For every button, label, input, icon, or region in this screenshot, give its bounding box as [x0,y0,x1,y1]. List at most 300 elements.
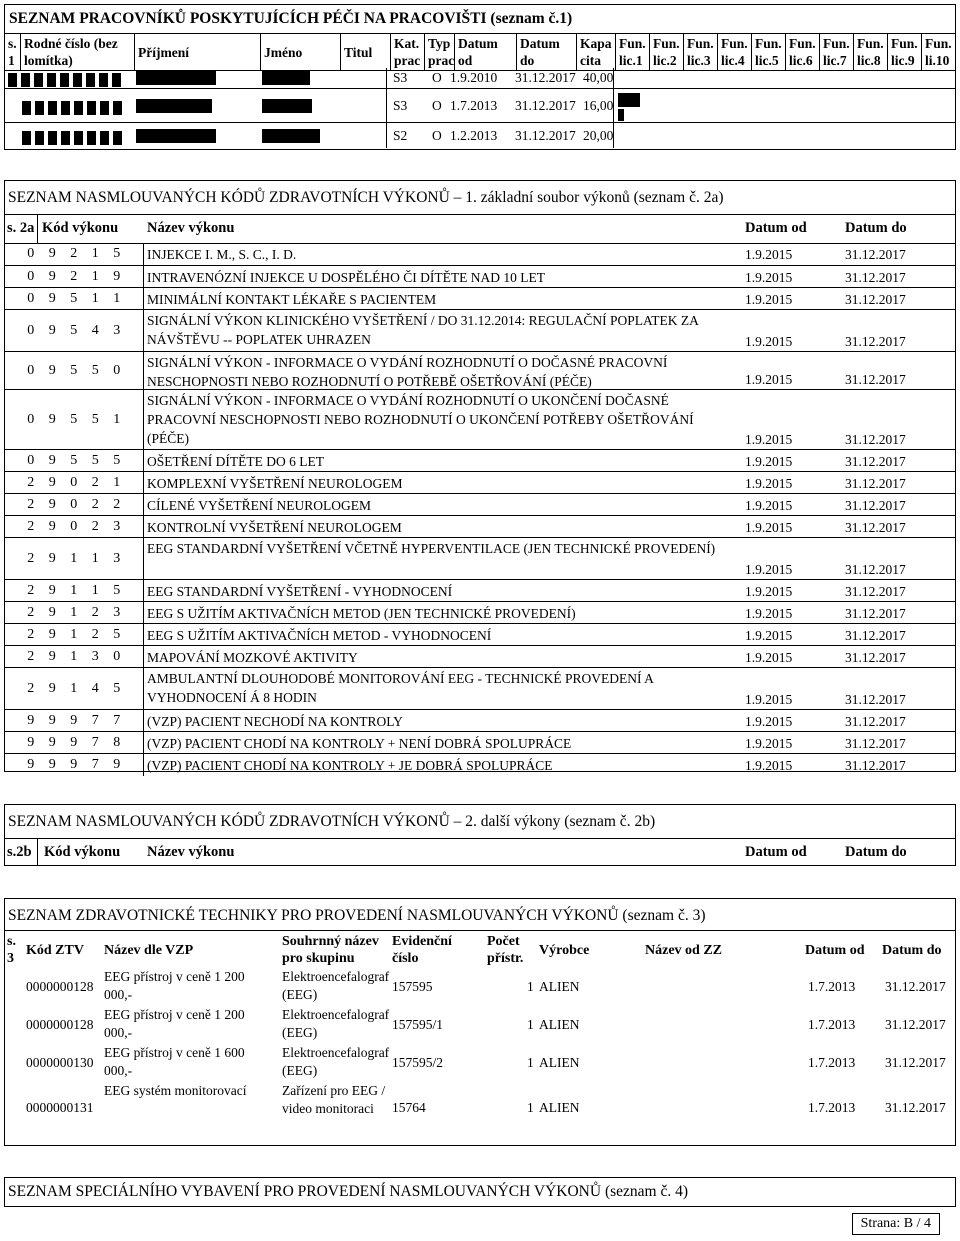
code-digit: 9 [48,362,56,378]
code-digit: 9 [48,550,56,566]
code-digit: 3 [113,322,121,338]
col-jmeno: Jméno [261,34,341,71]
procedure-code [20,475,128,491]
procedure-datum-do: 31.12.2017 [845,650,906,665]
procedure-name: EEG S UŽITÍM AKTIVAČNÍCH METOD (JEN TECHNICKÉ PROVEDENÍ) [147,606,576,621]
col-s: s. 2a [7,220,35,236]
procedure-code [20,735,128,751]
procedure-code [20,757,128,773]
procedure-name: KOMPLEXNÍ VYŠETŘENÍ NEUROLOGEM [147,476,403,491]
cell-kapacita: 16,00 [583,98,614,113]
code-digit: 2 [27,582,35,598]
procedure-name: MAPOVÁNÍ MOZKOVÉ AKTIVITY [147,650,358,665]
cell-typ: O [432,128,442,143]
equipment-souhrnny-nazev: Elektroencefalograf (EEG) [282,1045,390,1078]
equipment-pocet: 1 [527,1055,534,1070]
divider [143,602,144,624]
procedure-code [20,583,128,599]
code-digit: 9 [48,648,56,664]
divider [143,352,144,390]
procedure-row [4,471,956,494]
staff-table [4,33,956,71]
code-digit: 2 [91,474,99,490]
procedure-datum-do: 31.12.2017 [845,562,906,577]
code-digit: 9 [27,756,35,772]
code-digit: 0 [27,452,35,468]
col-fun-10: Fun. li.10 [922,34,956,71]
code-digit: 1 [91,550,99,566]
code-digit: 5 [70,362,78,378]
divider [143,494,144,516]
procedure-name: INTRAVENÓZNÍ INJEKCE U DOSPĚLÉHO ČI DÍTĚTE NAD 10 LET [147,270,545,285]
procedure-name: OŠETŘENÍ DÍTĚTE DO 6 LET [147,454,324,469]
procedure-datum-do: 31.12.2017 [845,584,906,599]
col-nazev: Název výkonu [147,844,235,860]
equipment-nazev-vzp: EEG přístroj v ceně 1 200 000,- [104,969,245,1002]
equipment-kod-ztv: 0000000130 [26,1055,94,1070]
procedure-datum-od: 1.9.2015 [745,650,793,665]
code-digit: 5 [91,362,99,378]
procedure-code [20,649,128,665]
procedure-datum-od: 1.9.2015 [745,736,793,751]
staff-row [4,122,956,149]
equipment-datum-od: 1.7.2013 [808,1017,856,1032]
equipment-kod-ztv: 0000000128 [26,979,94,994]
code-digit: 0 [70,496,78,512]
divider [143,754,144,776]
code-digit: 9 [48,411,56,427]
col-datum-od: Datum od [805,943,865,958]
equipment-evidencni-cislo: 157595/1 [392,1017,444,1032]
code-digit: 0 [113,648,121,664]
divider [143,710,144,732]
code-digit: 1 [70,626,78,642]
code-digit: 9 [27,712,35,728]
code-digit: 9 [48,268,56,284]
procedure-row [4,537,956,580]
procedure-datum-od: 1.9.2015 [745,584,793,599]
code-digit: 5 [70,411,78,427]
code-digit: 5 [113,680,121,696]
equipment-souhrnny-nazev: Elektroencefalograf (EEG) [282,969,390,1002]
procedure-name: KONTROLNÍ VYŠETŘENÍ NEUROLOGEM [147,520,402,535]
code-digit: 8 [113,734,121,750]
code-digit: 1 [70,550,78,566]
redacted-mark [618,93,640,107]
code-digit: 2 [27,496,35,512]
redacted-rodne-cislo [22,129,126,145]
code-digit: 9 [48,245,56,261]
procedure-row [4,667,956,710]
code-digit: 0 [27,268,35,284]
equipment-vyrobce: ALIEN [539,1100,580,1115]
procedure-name: MINIMÁLNÍ KONTAKT LÉKAŘE S PACIENTEM [147,292,437,307]
divider [37,838,38,866]
divider [386,68,387,148]
divider [613,68,614,148]
equipment-kod-ztv: 0000000128 [26,1017,94,1032]
procedure-datum-od: 1.9.2015 [745,476,793,491]
procedure-row [4,753,956,776]
equipment-row [4,1006,956,1044]
procedure-datum-do: 31.12.2017 [845,628,906,643]
code-digit: 7 [91,712,99,728]
code-digit: 3 [113,550,121,566]
section-1-title: SEZNAM PRACOVNÍKŮ POSKYTUJÍCÍCH PÉČI NA PRACOVIŠTI (seznam č.1) [9,10,573,27]
procedure-datum-do: 31.12.2017 [845,498,906,513]
procedure-datum-od: 1.9.2015 [745,498,793,513]
code-digit: 9 [48,518,56,534]
section-4-title: SEZNAM SPECIÁLNÍHO VYBAVENÍ PRO PROVEDENÍ NASMLOUVANÝCH VÝKONŮ (seznam č. 4) [8,1183,688,1200]
procedure-name: INJEKCE I. M., S. C., I. D. [147,247,297,262]
procedure-datum-od: 1.9.2015 [745,372,793,387]
code-digit: 7 [113,712,121,728]
divider [143,310,144,352]
col-s: s. 3 [7,934,16,966]
cell-do: 31.12.2017 [515,98,576,113]
procedure-datum-od: 1.9.2015 [745,692,793,707]
code-digit: 1 [70,582,78,598]
procedure-code [20,291,128,307]
procedure-row [4,515,956,538]
code-digit: 2 [70,268,78,284]
divider [143,390,144,450]
procedure-datum-od: 1.9.2015 [745,714,793,729]
cell-od: 1.2.2013 [450,128,498,143]
divider [143,243,144,265]
cell-kapacita: 20,00 [583,128,614,143]
equipment-datum-od: 1.7.2013 [808,1055,856,1070]
divider [143,580,144,602]
section-2b-header [4,838,956,866]
code-digit: 1 [91,245,99,261]
code-digit: 7 [91,734,99,750]
redacted-prijmeni [136,71,216,85]
page-number: Strana: B / 4 [852,1213,940,1235]
code-digit: 5 [70,452,78,468]
code-digit: 9 [48,712,56,728]
equipment-kod-ztv: 0000000131 [26,1100,94,1115]
code-digit: 2 [27,474,35,490]
divider [143,450,144,472]
redacted-jmeno [262,129,320,143]
procedure-row [4,449,956,472]
col-nazev-zz: Název od ZZ [645,943,722,958]
code-digit: 9 [48,756,56,772]
section-2b-title: SEZNAM NASMLOUVANÝCH KÓDŮ ZDRAVOTNÍCH VÝKONŮ – 2. další výkony (seznam č. 2b) [8,813,656,830]
procedure-row [4,287,956,310]
code-digit: 1 [113,474,121,490]
procedure-datum-od: 1.9.2015 [745,432,793,447]
col-datum-od: Datum od [745,844,807,860]
code-digit: 0 [27,362,35,378]
code-digit: 9 [27,734,35,750]
section-2a-title: SEZNAM NASMLOUVANÝCH KÓDŮ ZDRAVOTNÍCH VÝKONŮ – 1. základní soubor výkonů (seznam č. 2a) [8,189,724,206]
col-fun-3: Fun. lic.3 [684,34,718,71]
code-digit: 1 [91,582,99,598]
code-digit: 9 [113,268,121,284]
code-digit: 9 [113,756,121,772]
col-datum-do: Datum do [845,844,907,860]
col-nazev: Název výkonu [147,220,235,236]
col-kat: Kat. prac [391,34,425,71]
cell-od: 1.9.2010 [450,70,498,85]
code-digit: 2 [91,626,99,642]
procedure-datum-od: 1.9.2015 [745,606,793,621]
code-digit: 0 [27,411,35,427]
code-digit: 1 [113,290,121,306]
col-pocet: Počet přístr. [487,934,524,966]
divider [143,472,144,494]
procedure-code [20,627,128,643]
procedure-datum-do: 31.12.2017 [845,454,906,469]
procedure-code [20,453,128,469]
procedure-row [4,601,956,624]
procedure-code [20,323,128,339]
col-datum-od: Datum od [455,34,517,71]
code-digit: 9 [48,680,56,696]
col-fun-2: Fun. lic.2 [650,34,684,71]
procedure-datum-od: 1.9.2015 [745,247,793,262]
equipment-datum-do: 31.12.2017 [885,1055,946,1070]
equipment-souhrnny-nazev: Elektroencefalograf (EEG) [282,1007,390,1040]
procedure-row [4,493,956,516]
equipment-evidencni-cislo: 15764 [392,1100,426,1115]
col-fun-6: Fun. lic.6 [786,34,820,71]
cell-od: 1.7.2013 [450,98,498,113]
equipment-pocet: 1 [527,1017,534,1032]
procedure-row [4,645,956,668]
procedure-name: EEG STANDARDNÍ VYŠETŘENÍ VČETNĚ HYPERVENTILACE (JEN TECHNICKÉ PROVEDENÍ) [147,541,716,556]
code-digit: 3 [113,518,121,534]
equipment-nazev-vzp: EEG přístroj v ceně 1 600 000,- [104,1045,245,1078]
code-digit: 7 [91,756,99,772]
equipment-datum-od: 1.7.2013 [808,1100,856,1115]
divider [143,732,144,754]
code-digit: 2 [91,518,99,534]
section-3-header [4,930,956,969]
col-rodne-cislo: Rodné číslo (bez lomítka) [21,34,135,71]
code-digit: 9 [48,496,56,512]
col-nazev-vzp: Název dle VZP [104,943,194,958]
col-kod: Kód výkonu [44,844,121,860]
equipment-vyrobce: ALIEN [539,979,580,994]
code-digit: 2 [113,496,121,512]
col-datum-do: Datum do [845,220,907,236]
code-digit: 5 [113,452,121,468]
col-s: s.2b [7,844,32,860]
col-fun-8: Fun. lic.8 [854,34,888,71]
procedure-datum-od: 1.9.2015 [745,758,793,773]
code-digit: 5 [113,245,121,261]
procedure-code [20,246,128,262]
code-digit: 5 [70,322,78,338]
procedure-datum-do: 31.12.2017 [845,714,906,729]
code-digit: 0 [70,518,78,534]
code-digit: 9 [70,756,78,772]
code-digit: 2 [27,604,35,620]
equipment-datum-do: 31.12.2017 [885,979,946,994]
procedure-datum-od: 1.9.2015 [745,292,793,307]
code-digit: 5 [113,582,121,598]
code-digit: 0 [27,245,35,261]
procedure-row [4,309,956,352]
procedure-name: SIGNÁLNÍ VÝKON - INFORMACE O VYDÁNÍ ROZHODNUTÍ O UKONČENÍ DOČASNÉ PRACOVNÍ NESCHOPNOSTI NEBO ROZHODNUTÍ O UKONČENÍ POTŘEBY OŠETŘOVÁNÍ (PÉČE) [147,393,694,446]
procedure-name: EEG S UŽITÍM AKTIVAČNÍCH METOD - VYHODNOCENÍ [147,628,492,643]
equipment-datum-do: 31.12.2017 [885,1017,946,1032]
divider [143,538,144,580]
code-digit: 2 [91,604,99,620]
section-2a-header [4,214,956,244]
col-kod: Kód výkonu [42,220,119,236]
code-digit: 5 [91,452,99,468]
col-kapacita: Kapa cita [577,34,616,71]
code-digit: 0 [27,322,35,338]
procedure-code [20,551,128,567]
procedure-datum-do: 31.12.2017 [845,692,906,707]
procedure-name: (VZP) PACIENT NECHODÍ NA KONTROLY [147,714,403,729]
procedure-datum-do: 31.12.2017 [845,606,906,621]
col-prijmeni: Příjmení [135,34,261,71]
procedure-datum-do: 31.12.2017 [845,476,906,491]
col-vyrobce: Výrobce [539,943,590,958]
procedure-code [20,713,128,729]
equipment-datum-od: 1.7.2013 [808,979,856,994]
divider [143,516,144,538]
procedure-row [4,731,956,754]
code-digit: 9 [48,452,56,468]
code-digit: 5 [70,290,78,306]
code-digit: 4 [91,680,99,696]
col-kod-ztv: Kód ZTV [26,943,84,958]
procedure-row [4,389,956,450]
procedure-name: SIGNÁLNÍ VÝKON KLINICKÉHO VYŠETŘENÍ / DO 31.12.2014: REGULAČNÍ POPLATEK ZA NÁVŠTĚVU -- POPLATEK UHRAZEN [147,313,699,347]
code-digit: 9 [48,734,56,750]
redacted-prijmeni [136,129,216,143]
code-digit: 1 [70,680,78,696]
redacted-jmeno [262,71,310,85]
code-digit: 0 [113,362,121,378]
procedure-row [4,243,956,265]
redacted-rodne-cislo [8,71,125,87]
col-datum-do: Datum do [882,943,942,958]
divider [143,266,144,288]
col-datum-do: Datum do [517,34,577,71]
equipment-nazev-vzp: EEG přístroj v ceně 1 200 000,- [104,1007,245,1040]
code-digit: 2 [27,680,35,696]
code-digit: 9 [48,582,56,598]
code-digit: 1 [70,604,78,620]
procedure-datum-od: 1.9.2015 [745,454,793,469]
code-digit: 9 [48,290,56,306]
code-digit: 9 [70,734,78,750]
procedure-code [20,681,128,697]
col-evidencni-cislo: Evidenční číslo [392,934,452,966]
cell-kat: S2 [393,128,408,143]
procedure-code [20,363,128,379]
code-digit: 4 [91,322,99,338]
cell-typ: O [432,70,442,85]
equipment-souhrnny-nazev: Zařízení pro EEG / video monitoraci [282,1083,386,1116]
code-digit: 2 [27,550,35,566]
col-fun-5: Fun. lic.5 [752,34,786,71]
redacted-mark [618,109,624,121]
staff-row [4,68,956,88]
col-titul: Titul [341,34,391,71]
code-digit: 9 [48,322,56,338]
code-digit: 9 [70,712,78,728]
code-digit: 9 [48,474,56,490]
procedure-datum-od: 1.9.2015 [745,562,793,577]
procedure-datum-od: 1.9.2015 [745,520,793,535]
col-fun-9: Fun. lic.9 [888,34,922,71]
procedure-name: SIGNÁLNÍ VÝKON - INFORMACE O VYDÁNÍ ROZHODNUTÍ O DOČASNÉ PRACOVNÍ NESCHOPNOSTI NEBO ROZHODNUTÍ O POTŘEBĚ OŠETŘOVÁNÍ (PÉČE) [147,355,668,389]
code-digit: 1 [70,648,78,664]
procedure-row [4,265,956,288]
procedure-datum-do: 31.12.2017 [845,247,906,262]
code-digit: 1 [91,290,99,306]
redacted-rodne-cislo [22,99,126,115]
procedure-name: EEG STANDARDNÍ VYŠETŘENÍ - VYHODNOCENÍ [147,584,453,599]
procedure-datum-do: 31.12.2017 [845,520,906,535]
col-datum-od: Datum od [745,220,807,236]
code-digit: 2 [27,518,35,534]
col-souhrnny-nazev: Souhrnný název pro skupinu [282,934,379,966]
equipment-row [4,1082,956,1134]
procedure-datum-do: 31.12.2017 [845,736,906,751]
staff-row [4,88,956,123]
equipment-evidencni-cislo: 157595/2 [392,1055,444,1070]
redacted-prijmeni [136,99,212,113]
col-fun-4: Fun. lic.4 [718,34,752,71]
equipment-row [4,968,956,1006]
code-digit: 9 [48,626,56,642]
procedure-datum-od: 1.9.2015 [745,270,793,285]
procedure-name: (VZP) PACIENT CHODÍ NA KONTROLY + NENÍ DOBRÁ SPOLUPRÁCE [147,736,572,751]
code-digit: 0 [70,474,78,490]
divider [37,214,38,243]
code-digit: 2 [27,648,35,664]
procedure-name: CÍLENÉ VYŠETŘENÍ NEUROLOGEM [147,498,371,513]
code-digit: 9 [48,604,56,620]
code-digit: 0 [27,290,35,306]
code-digit: 5 [91,411,99,427]
code-digit: 2 [27,626,35,642]
col-s: s. 1 [5,34,21,71]
code-digit: 1 [113,411,121,427]
cell-do: 31.12.2017 [515,70,576,85]
procedure-datum-do: 31.12.2017 [845,758,906,773]
procedure-code [20,412,128,428]
procedure-datum-do: 31.12.2017 [845,334,906,349]
staff-header-row [5,34,956,71]
procedure-datum-od: 1.9.2015 [745,628,793,643]
equipment-vyrobce: ALIEN [539,1017,580,1032]
col-fun-1: Fun. lic.1 [616,34,650,71]
divider [143,288,144,310]
procedure-code [20,519,128,535]
cell-do: 31.12.2017 [515,128,576,143]
section-3-title: SEZNAM ZDRAVOTNICKÉ TECHNIKY PRO PROVEDENÍ NASMLOUVANÝCH VÝKONŮ (seznam č. 3) [8,907,706,924]
procedure-code [20,605,128,621]
procedure-datum-do: 31.12.2017 [845,292,906,307]
divider [143,646,144,668]
procedure-code [20,497,128,513]
procedure-code [20,269,128,285]
equipment-pocet: 1 [527,979,534,994]
code-digit: 2 [91,496,99,512]
code-digit: 2 [70,245,78,261]
